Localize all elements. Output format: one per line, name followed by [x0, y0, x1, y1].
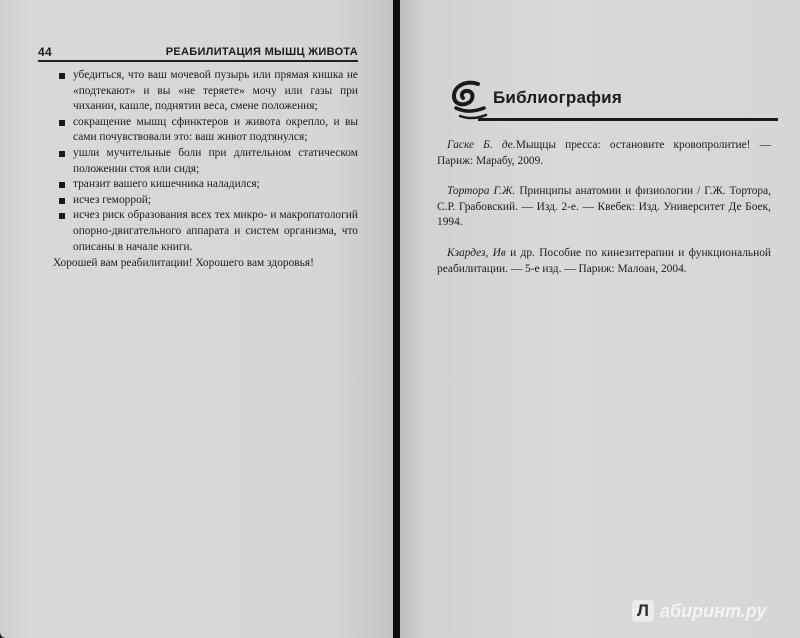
watermark-text: абиринт.ру	[660, 601, 767, 621]
bibliography-entry	[437, 138, 771, 169]
book-gutter	[393, 0, 400, 638]
left-body-text	[53, 68, 358, 272]
bullet-list	[58, 68, 358, 255]
entry-author: Тортора Г.Ж.	[447, 185, 516, 198]
list-item: транзит вашего кишечника наладился;	[58, 177, 358, 193]
bibliography-entry	[437, 184, 771, 231]
list-item: сокращение мышц сфинктеров и живота окрепло, и вы сами почувствовали это: ваш живот подтянулся;	[58, 115, 358, 146]
list-item: убедиться, что ваш мочевой пузырь или прямая кишка не «подтекают» и вы «не теряете» мочу или газы при чихании, кашле, поднятии веса, смене положения;	[58, 68, 358, 115]
entry-text: Принципы анатомии и физиологии / Г.Ж. Тортора, С.Р. Грабовский. — Изд. 2-е. — Квебек: Изд. Университет Де Боек, 1994.	[437, 185, 772, 229]
entry-text: Мыщцы пресса: остановите кровопролитие! — Париж: Марабу, 2009.	[437, 139, 771, 167]
running-head-title: РЕАБИЛИТАЦИЯ МЫШЦ ЖИВОТА	[165, 46, 358, 58]
chapter-rule	[478, 118, 778, 121]
entry-author: Кзардез, Ив	[447, 246, 506, 259]
bibliography-entry	[437, 246, 771, 277]
watermark-logo-icon: Л	[632, 600, 654, 622]
watermark	[632, 598, 792, 626]
entry-text: и др. Пособие по кинезитерапии и функциональной реабилитации. — 5-е изд. — Париж: Малоан, 2004.	[437, 246, 771, 275]
page-number: 44	[38, 45, 52, 59]
list-item: исчез геморрой;	[58, 193, 358, 209]
bibliography-list	[437, 138, 771, 292]
entry-author: Гаске Б. де.	[447, 139, 516, 151]
list-item: ушли мучительные боли при длительном статическом положении стоя или сидя;	[58, 146, 358, 177]
closing-sentence: Хорошей вам реабилитации! Хорошего вам здоровья!	[53, 257, 314, 270]
chapter-swirl-icon	[448, 78, 490, 122]
list-item: исчез риск образования всех тех микро- и макропатологий опорно-двигательного аппарата и систем организма, что описаны в начале книги.	[58, 208, 358, 255]
running-head	[38, 42, 358, 62]
chapter-title: Библиография	[493, 88, 622, 107]
